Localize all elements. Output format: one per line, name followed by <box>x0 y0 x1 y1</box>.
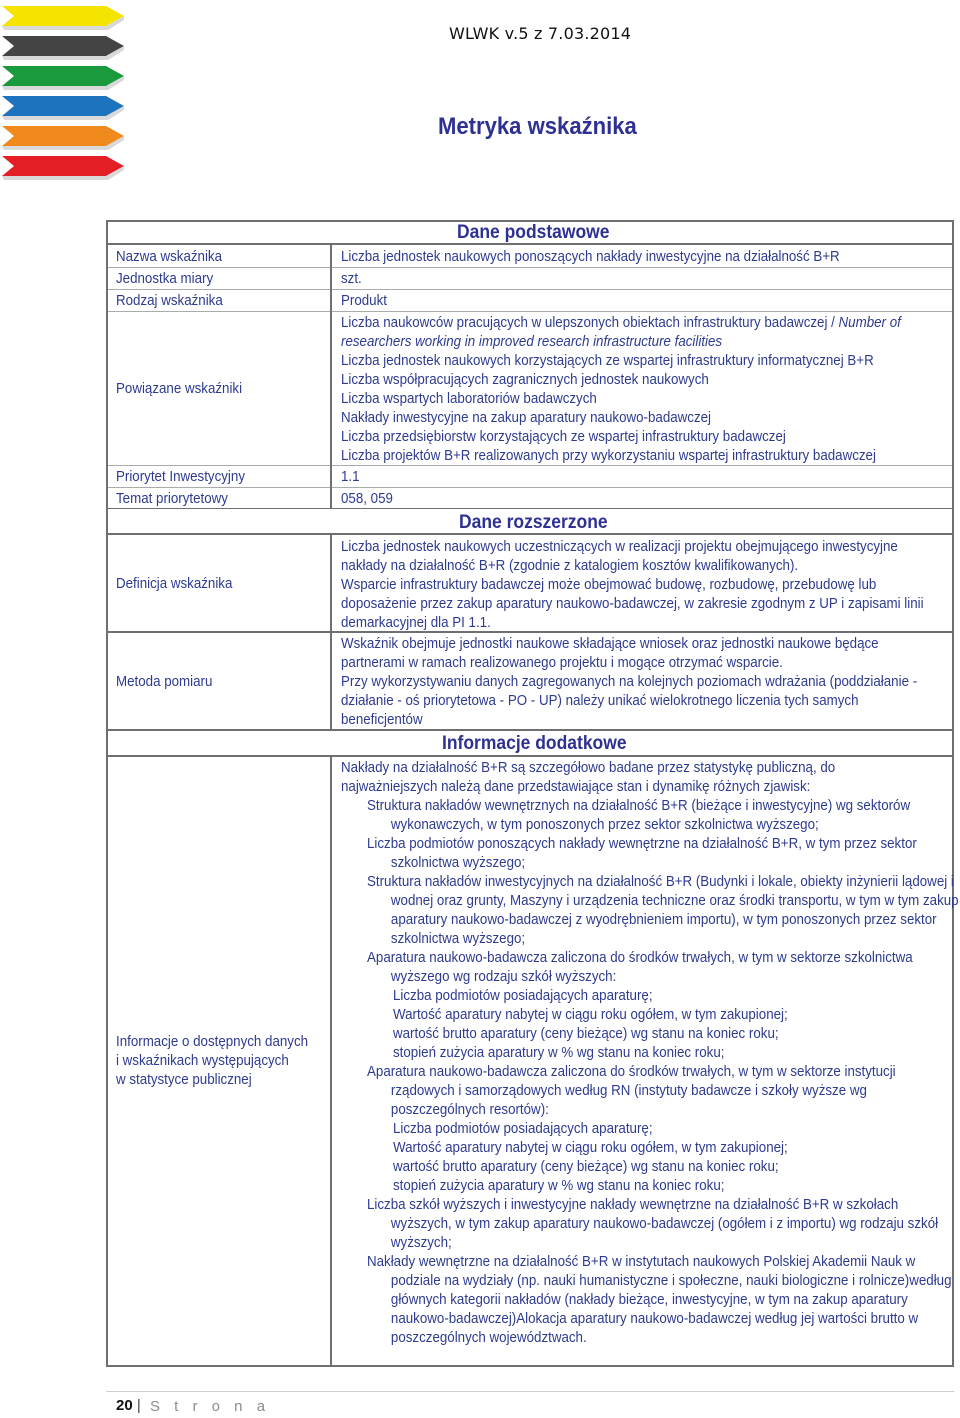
decorative-arrow <box>2 156 124 176</box>
label-info-line: Informacje o dostępnych danych <box>116 1034 309 1050</box>
method-paragraph: Wskaźnik obejmuje jednostki naukowe składające wniosek oraz jednostki naukowe będące partnerami w ramach realizowanego projektu i mogące otrzymać wsparcie. <box>341 636 879 671</box>
label-definition: Definicja wskaźnika <box>116 576 233 592</box>
document-version: WLWK v.5 z 7.03.2014 <box>449 24 632 43</box>
label-priority: Priorytet Inwestycyjny <box>116 469 246 485</box>
info-subbullet: wartość brutto aparatury (ceny bieżące) wg stanu na koniec roku; <box>393 1026 779 1042</box>
page-number: 20 | <box>116 1397 141 1414</box>
definition-paragraph: Liczba jednostek naukowych uczestniczących w realizacji projektu obejmującego inwestycyjne nakłady na działalność B+R (zgodnie z katalogiem kosztów kwalifikowanych). <box>341 539 898 574</box>
decorative-arrow <box>2 6 124 26</box>
value-indicator-name: Liczba jednostek naukowych ponoszących nakłady inwestycyjne na działalność B+R <box>341 249 840 265</box>
info-subbullet: Liczba podmiotów posiadających aparaturę; <box>393 988 653 1004</box>
info-subbullet: stopień zużycia aparatury w % wg stanu na koniec roku; <box>393 1178 725 1194</box>
value-priority: 1.1 <box>341 469 360 485</box>
info-subbullet: wartość brutto aparatury (ceny bieżące) wg stanu na koniec roku; <box>393 1159 779 1175</box>
row-divider <box>108 267 952 268</box>
section-additional-heading: Informacje dodatkowe <box>442 733 627 754</box>
info-bullet: Aparatura naukowo-badawcza zaliczona do środków trwałych, w tym w sektorze szkolnictwa wyższego wg rodzaju szkół wyższych: <box>367 950 913 985</box>
value-theme: 058, 059 <box>341 491 393 507</box>
label-unit: Jednostka miary <box>116 271 214 287</box>
row-divider <box>108 487 952 488</box>
row-divider <box>108 289 952 290</box>
info-bullet: Aparatura naukowo-badawcza zaliczona do środków trwałych, w tym w sektorze instytucji rządowych i samorządowych według RN (instytuty badawcze i szkoły wyższe wg poszczególnych resortów): <box>367 1064 896 1118</box>
column-divider <box>330 757 332 1365</box>
related-indicator-item: Liczba przedsiębiorstw korzystających ze wspartej infrastruktury badawczej <box>341 429 786 445</box>
method-paragraph: Przy wykorzystywaniu danych zagregowanych na kolejnych poziomach wdrażania (poddziałanie - działanie - oś priorytetowa - PO - UP) należy unikać wielokrotnego liczenia tych samych beneficjentów <box>341 674 918 728</box>
info-subbullet: Wartość aparatury nabytej w ciągu roku ogółem, w tym zakupionej; <box>393 1140 788 1156</box>
decorative-arrow <box>2 96 124 116</box>
footer-divider <box>106 1391 954 1392</box>
label-related-indicators: Powiązane wskaźniki <box>116 381 243 397</box>
info-intro: Nakłady na działalność B+R są szczegółowo badane przez statystykę publiczną, do najważniejszych należą dane przedstawiające stan i dynamikę różnych zjawisk: <box>341 760 836 795</box>
row-divider <box>108 311 952 312</box>
label-info-line: i wskaźnikach występujących <box>116 1053 289 1069</box>
value-indicator-type: Produkt <box>341 293 387 309</box>
table-divider <box>106 755 954 757</box>
section-extended-heading: Dane rozszerzone <box>459 512 608 533</box>
decorative-color-arrows <box>0 0 130 195</box>
decorative-arrow <box>2 126 124 146</box>
related-indicator-item: Liczba projektów B+R realizowanych przy wykorzystaniu wspartej infrastruktury badawczej <box>341 448 876 464</box>
label-indicator-name: Nazwa wskaźnika <box>116 249 223 265</box>
related-indicator-item: Liczba współpracujących zagranicznych jednostek naukowych <box>341 372 709 388</box>
related-indicator-item: Liczba wspartych laboratoriów badawczych <box>341 391 597 407</box>
decorative-arrow <box>2 66 124 86</box>
label-info-line: w statystyce publicznej <box>116 1072 252 1088</box>
column-divider <box>330 245 332 508</box>
info-bullet: Liczba szkół wyższych i inwestycyjne nakłady wewnętrzne na działalność B+R w szkołach wyższych, w tym zakup aparatury naukowo-badawczej (ogółem i z importu) wg rodzaju szkół wyższych; <box>367 1197 939 1251</box>
label-theme: Temat priorytetowy <box>116 491 228 507</box>
section-basic-heading: Dane podstawowe <box>457 222 610 243</box>
info-subbullet: Liczba podmiotów posiadających aparaturę; <box>393 1121 653 1137</box>
page-title: Metryka wskaźnika <box>438 113 637 140</box>
page-word: S t r o n a <box>150 1398 271 1415</box>
decorative-arrow <box>2 36 124 56</box>
related-indicator-item: Liczba naukowców pracujących w ulepszonych obiektach infrastruktury badawczej / Number of researchers working in improved research infrastructure facilities <box>341 315 901 350</box>
info-subbullet: stopień zużycia aparatury w % wg stanu na koniec roku; <box>393 1045 725 1061</box>
info-bullet: Nakłady wewnętrzne na działalność B+R w instytutach naukowych Polskiej Akademii Nauk w podziale na wydziały (np. nauki humanistyczne i społeczne, nauki biologiczne i rolnicze)według głównych kategorii nakładów (nakłady bieżące, inwestycyjne, w tym na zakup aparatury naukowo-badawczej)Alokacja aparatury naukowo-badawczej według jej wartości brutto w poszczególnych województwach. <box>367 1254 952 1346</box>
info-bullet: Liczba podmiotów ponoszących nakłady wewnętrzne na działalność B+R, w tym przez sektor szkolnictwa wyższego; <box>367 836 917 871</box>
related-indicator-item: Nakłady inwestycyjne na zakup aparatury naukowo-badawczej <box>341 410 712 426</box>
related-indicator-item: Liczba jednostek naukowych korzystających ze wspartej infrastruktury informatycznej B+R <box>341 353 874 369</box>
label-method: Metoda pomiaru <box>116 674 213 690</box>
definition-paragraph: Wsparcie infrastruktury badawczej może obejmować budowę, rozbudowę, przebudowę lub doposażenie przez zakup aparatury naukowo-badawczej, w zakresie zgodnym z UP i zapisami linii demarkacyjnej dla PI 1.1. <box>341 577 924 631</box>
info-bullet: Struktura nakładów inwestycyjnych na działalność B+R (Budynki i lokale, obiekty inżynierii lądowej i wodnej oraz grunty, Maszyny i urządzenia techniczne oraz środki transportu, w tym w tym zakup aparatury naukowo-badawczej z wyodrębnieniem importu), w tym ponoszonych przez sektor szkolnictwa wyższego; <box>367 874 959 947</box>
column-divider <box>330 535 332 729</box>
value-unit: szt. <box>341 271 362 287</box>
label-indicator-type: Rodzaj wskaźnika <box>116 293 223 309</box>
info-subbullet: Wartość aparatury nabytej w ciągu roku ogółem, w tym zakupionej; <box>393 1007 788 1023</box>
info-bullet: Struktura nakładów wewnętrznych na działalność B+R (bieżące i inwestycyjne) wg sektorów wykonawczych, w tym ponoszonych przez sektor szkolnictwa wyższego; <box>367 798 911 833</box>
